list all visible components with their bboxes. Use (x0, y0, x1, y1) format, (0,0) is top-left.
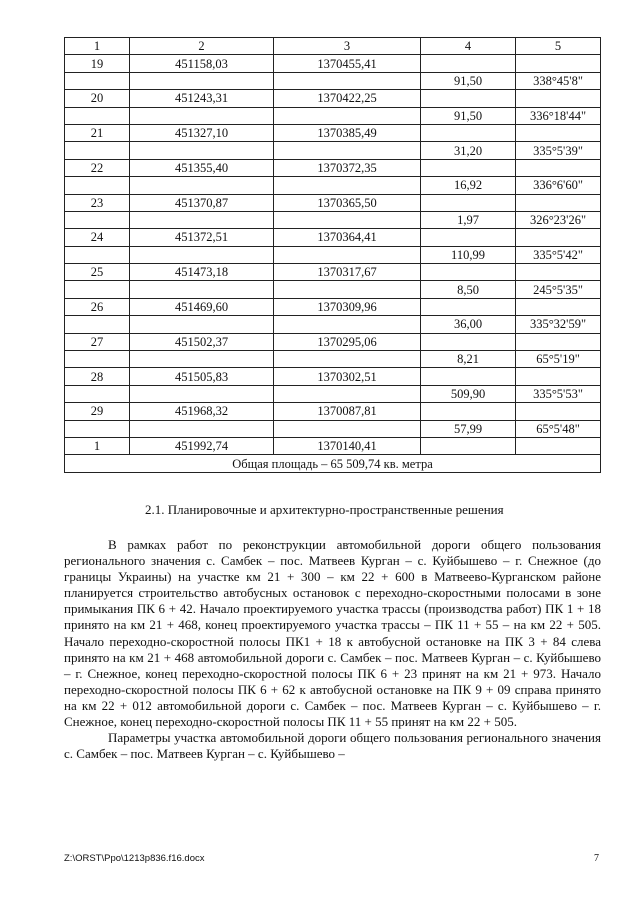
empty-cell (130, 177, 274, 194)
segment-length-cell: 8,50 (421, 281, 516, 298)
empty-cell (421, 333, 516, 350)
y-coordinate-cell: 1370317,67 (274, 264, 421, 281)
segment-row (65, 211, 601, 228)
empty-cell (130, 281, 274, 298)
empty-cell (516, 298, 601, 315)
empty-cell (516, 55, 601, 72)
empty-cell (130, 420, 274, 437)
segment-length-cell: 91,50 (421, 107, 516, 124)
empty-cell (130, 72, 274, 89)
segment-row (65, 72, 601, 89)
point-row (65, 194, 601, 211)
empty-cell (274, 177, 421, 194)
y-coordinate-cell: 1370372,35 (274, 159, 421, 176)
y-coordinate-cell: 1370295,06 (274, 333, 421, 350)
empty-cell (274, 211, 421, 228)
direction-angle-cell: 336°6'60" (516, 177, 601, 194)
paragraph: В рамках работ по реконструкции автомобильной дороги общего пользования регионального значения с. Самбек – пос. Матвеев Курган – с. Куйбышево – г. Снежное (до границы Украины) на участке км 21 + 300 – км 22 + 600 в Матвеево-Курганском районе планируется строительство автобусных остановок с переходно-скоростными полосами в зоне примыкания ПК 6 + 42. Начало проектируемого участка трассы (производства работ) ПК 1 + 18 принято на км 21 + 468, конец проектируемого участка трассы – ПК 11 + 55 – на км 22 + 505. Начало переходно-скоростной полосы ПК1 + 18 к автобусной остановке на ПК 3 + 84 слева принято на км 21 + 468 автомобильной дороги с. Самбек – пос. Матвеев Курган – с. Куйбышево – г. Снежное, конец переходно-скоростной полосы ПК 6 + 23 принят на км 21 + 973. Начало переходно-скоростной полосы ПК 6 + 62 к автобусной остановке на ПК 9 + 09 справа принято на км 22 + 012 автомобильной дороги с. Самбек – пос. Матвеев Курган – с. Куйбышево – г. Снежное, конец переходно-скоростной полосы ПК 11 + 55 принят на км 22 + 505. (64, 537, 601, 730)
segment-length-cell: 91,50 (421, 72, 516, 89)
x-coordinate-cell: 451355,40 (130, 159, 274, 176)
empty-cell (516, 229, 601, 246)
point-number-cell: 28 (65, 368, 130, 385)
direction-angle-cell: 326°23'26" (516, 211, 601, 228)
y-coordinate-cell: 1370365,50 (274, 194, 421, 211)
column-header: 5 (516, 38, 601, 55)
empty-cell (130, 246, 274, 263)
y-coordinate-cell: 1370455,41 (274, 55, 421, 72)
point-number-cell: 20 (65, 90, 130, 107)
empty-cell (65, 211, 130, 228)
empty-cell (516, 90, 601, 107)
empty-cell (65, 385, 130, 402)
empty-cell (130, 142, 274, 159)
empty-cell (65, 142, 130, 159)
y-coordinate-cell: 1370309,96 (274, 298, 421, 315)
paragraph: Параметры участка автомобильной дороги общего пользования регионального значения с. Самбек – пос. Матвеев Курган – с. Куйбышево – (64, 730, 601, 762)
point-number-cell: 19 (65, 55, 130, 72)
empty-cell (421, 264, 516, 281)
empty-cell (421, 124, 516, 141)
page-number: 7 (594, 853, 599, 864)
x-coordinate-cell: 451505,83 (130, 368, 274, 385)
x-coordinate-cell: 451502,37 (130, 333, 274, 350)
segment-row (65, 142, 601, 159)
y-coordinate-cell: 1370385,49 (274, 124, 421, 141)
segment-length-cell: 36,00 (421, 316, 516, 333)
point-row (65, 298, 601, 315)
empty-cell (516, 264, 601, 281)
column-header: 2 (130, 38, 274, 55)
x-coordinate-cell: 451158,03 (130, 55, 274, 72)
point-number-cell: 27 (65, 333, 130, 350)
empty-cell (421, 90, 516, 107)
point-number-cell: 25 (65, 264, 130, 281)
empty-cell (274, 107, 421, 124)
y-coordinate-cell: 1370140,41 (274, 437, 421, 454)
point-number-cell: 24 (65, 229, 130, 246)
point-row (65, 403, 601, 420)
point-row (65, 264, 601, 281)
point-number-cell: 1 (65, 437, 130, 454)
empty-cell (421, 368, 516, 385)
empty-cell (274, 281, 421, 298)
empty-cell (516, 159, 601, 176)
empty-cell (516, 437, 601, 454)
empty-cell (65, 107, 130, 124)
segment-row (65, 316, 601, 333)
empty-cell (130, 351, 274, 368)
total-area-row (65, 455, 601, 472)
segment-length-cell: 1,97 (421, 211, 516, 228)
x-coordinate-cell: 451469,60 (130, 298, 274, 315)
empty-cell (516, 194, 601, 211)
point-row (65, 90, 601, 107)
x-coordinate-cell: 451372,51 (130, 229, 274, 246)
direction-angle-cell: 245°5'35" (516, 281, 601, 298)
empty-cell (421, 403, 516, 420)
coordinates-table (64, 37, 601, 473)
point-row (65, 333, 601, 350)
y-coordinate-cell: 1370087,81 (274, 403, 421, 420)
empty-cell (65, 246, 130, 263)
column-header: 3 (274, 38, 421, 55)
empty-cell (516, 124, 601, 141)
direction-angle-cell: 335°5'39" (516, 142, 601, 159)
segment-row (65, 351, 601, 368)
direction-angle-cell: 335°5'53" (516, 385, 601, 402)
point-row (65, 55, 601, 72)
empty-cell (130, 107, 274, 124)
empty-cell (274, 316, 421, 333)
empty-cell (274, 385, 421, 402)
empty-cell (421, 55, 516, 72)
y-coordinate-cell: 1370422,25 (274, 90, 421, 107)
empty-cell (421, 229, 516, 246)
empty-cell (65, 420, 130, 437)
point-row (65, 159, 601, 176)
segment-row (65, 385, 601, 402)
total-area-cell: Общая площадь – 65 509,74 кв. метра (65, 455, 601, 472)
y-coordinate-cell: 1370302,51 (274, 368, 421, 385)
x-coordinate-cell: 451968,32 (130, 403, 274, 420)
point-number-cell: 26 (65, 298, 130, 315)
empty-cell (274, 246, 421, 263)
segment-length-cell: 509,90 (421, 385, 516, 402)
point-number-cell: 23 (65, 194, 130, 211)
segment-length-cell: 31,20 (421, 142, 516, 159)
point-row (65, 229, 601, 246)
segment-row (65, 420, 601, 437)
empty-cell (274, 420, 421, 437)
direction-angle-cell: 335°5'42" (516, 246, 601, 263)
empty-cell (516, 333, 601, 350)
empty-cell (65, 281, 130, 298)
empty-cell (421, 437, 516, 454)
point-row (65, 437, 601, 454)
point-number-cell: 22 (65, 159, 130, 176)
column-header: 4 (421, 38, 516, 55)
direction-angle-cell: 65°5'48" (516, 420, 601, 437)
direction-angle-cell: 335°32'59" (516, 316, 601, 333)
empty-cell (421, 159, 516, 176)
empty-cell (516, 368, 601, 385)
empty-cell (274, 351, 421, 368)
y-coordinate-cell: 1370364,41 (274, 229, 421, 246)
empty-cell (65, 72, 130, 89)
direction-angle-cell: 65°5'19" (516, 351, 601, 368)
point-row (65, 124, 601, 141)
segment-row (65, 107, 601, 124)
segment-length-cell: 57,99 (421, 420, 516, 437)
x-coordinate-cell: 451370,87 (130, 194, 274, 211)
body-text (64, 537, 601, 762)
empty-cell (65, 351, 130, 368)
segment-length-cell: 16,92 (421, 177, 516, 194)
segment-row (65, 281, 601, 298)
segment-length-cell: 8,21 (421, 351, 516, 368)
footer-file-path: Z:\ORST\Ppo\1213p836.f16.docx (64, 853, 205, 864)
x-coordinate-cell: 451243,31 (130, 90, 274, 107)
x-coordinate-cell: 451992,74 (130, 437, 274, 454)
empty-cell (516, 403, 601, 420)
x-coordinate-cell: 451327,10 (130, 124, 274, 141)
x-coordinate-cell: 451473,18 (130, 264, 274, 281)
segment-row (65, 246, 601, 263)
empty-cell (65, 316, 130, 333)
table-header-row (65, 38, 601, 55)
empty-cell (421, 298, 516, 315)
empty-cell (65, 177, 130, 194)
column-header: 1 (65, 38, 130, 55)
point-number-cell: 29 (65, 403, 130, 420)
direction-angle-cell: 338°45'8" (516, 72, 601, 89)
segment-length-cell: 110,99 (421, 246, 516, 263)
empty-cell (274, 72, 421, 89)
empty-cell (130, 385, 274, 402)
empty-cell (421, 194, 516, 211)
empty-cell (274, 142, 421, 159)
empty-cell (130, 316, 274, 333)
section-heading: 2.1. Планировочные и архитектурно-пространственные решения (145, 502, 504, 517)
point-number-cell: 21 (65, 124, 130, 141)
direction-angle-cell: 336°18'44" (516, 107, 601, 124)
empty-cell (130, 211, 274, 228)
segment-row (65, 177, 601, 194)
point-row (65, 368, 601, 385)
